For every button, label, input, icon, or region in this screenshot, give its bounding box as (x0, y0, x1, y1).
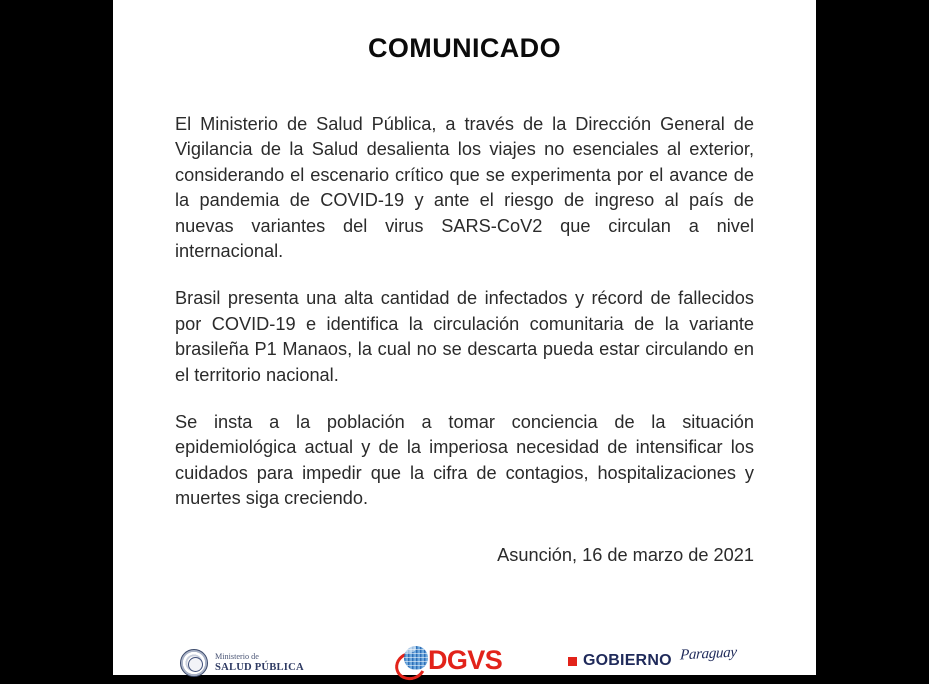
logo-dgvs (395, 644, 502, 676)
paragraph: El Ministerio de Salud Pública, a través de la Dirección General de Vigilancia de la Salud desalienta los viajes no esenciales al exterior, considerando el escenario crítico que se experimenta por el avance de la pandemia de COVID-19 y ante el riesgo de ingreso al país de nuevas variantes del virus SARS-CoV2 que circulan a nivel internacional. (175, 114, 754, 262)
ministry-logo-line1: Ministerio de (215, 652, 259, 662)
letterbox-bar-left (0, 0, 113, 675)
logo-ministerio-salud-publica (180, 649, 304, 677)
document-page (113, 0, 816, 675)
logo-paraguay (680, 646, 737, 663)
logo-gobierno (568, 652, 672, 670)
dgvs-mark (395, 644, 429, 676)
dgvs-label: DGVS (428, 644, 503, 675)
page-title: COMUNICADO (368, 33, 561, 63)
paraguay-label: Paraguay (679, 644, 738, 664)
place-and-date: Asunción, 16 de marzo de 2021 (497, 545, 754, 565)
red-square-icon (568, 657, 577, 666)
globe-icon (404, 646, 428, 670)
document-body (175, 112, 754, 512)
ministry-logo-line2: SALUD PÚBLICA (215, 661, 304, 673)
gobierno-label: GOBIERNO (583, 652, 672, 669)
ministry-seal-icon (180, 649, 208, 677)
letterbox-bar-right (816, 0, 929, 675)
ministry-logo-text (215, 653, 304, 673)
paragraph: Se insta a la población a tomar conciencia de la situación epidemiológica actual y de la imperiosa necesidad de intensificar los cuidados para impedir que la cifra de contagios, hospitalizaciones y muertes siga creciendo. (175, 412, 754, 509)
paragraph: Brasil presenta una alta cantidad de infectados y récord de fallecidos por COVID-19 e identifica la circulación comunitaria de la variante brasileña P1 Manaos, la cual no se descarta pueda estar circulando en el territorio nacional. (175, 288, 754, 385)
footer-logos (113, 640, 816, 675)
